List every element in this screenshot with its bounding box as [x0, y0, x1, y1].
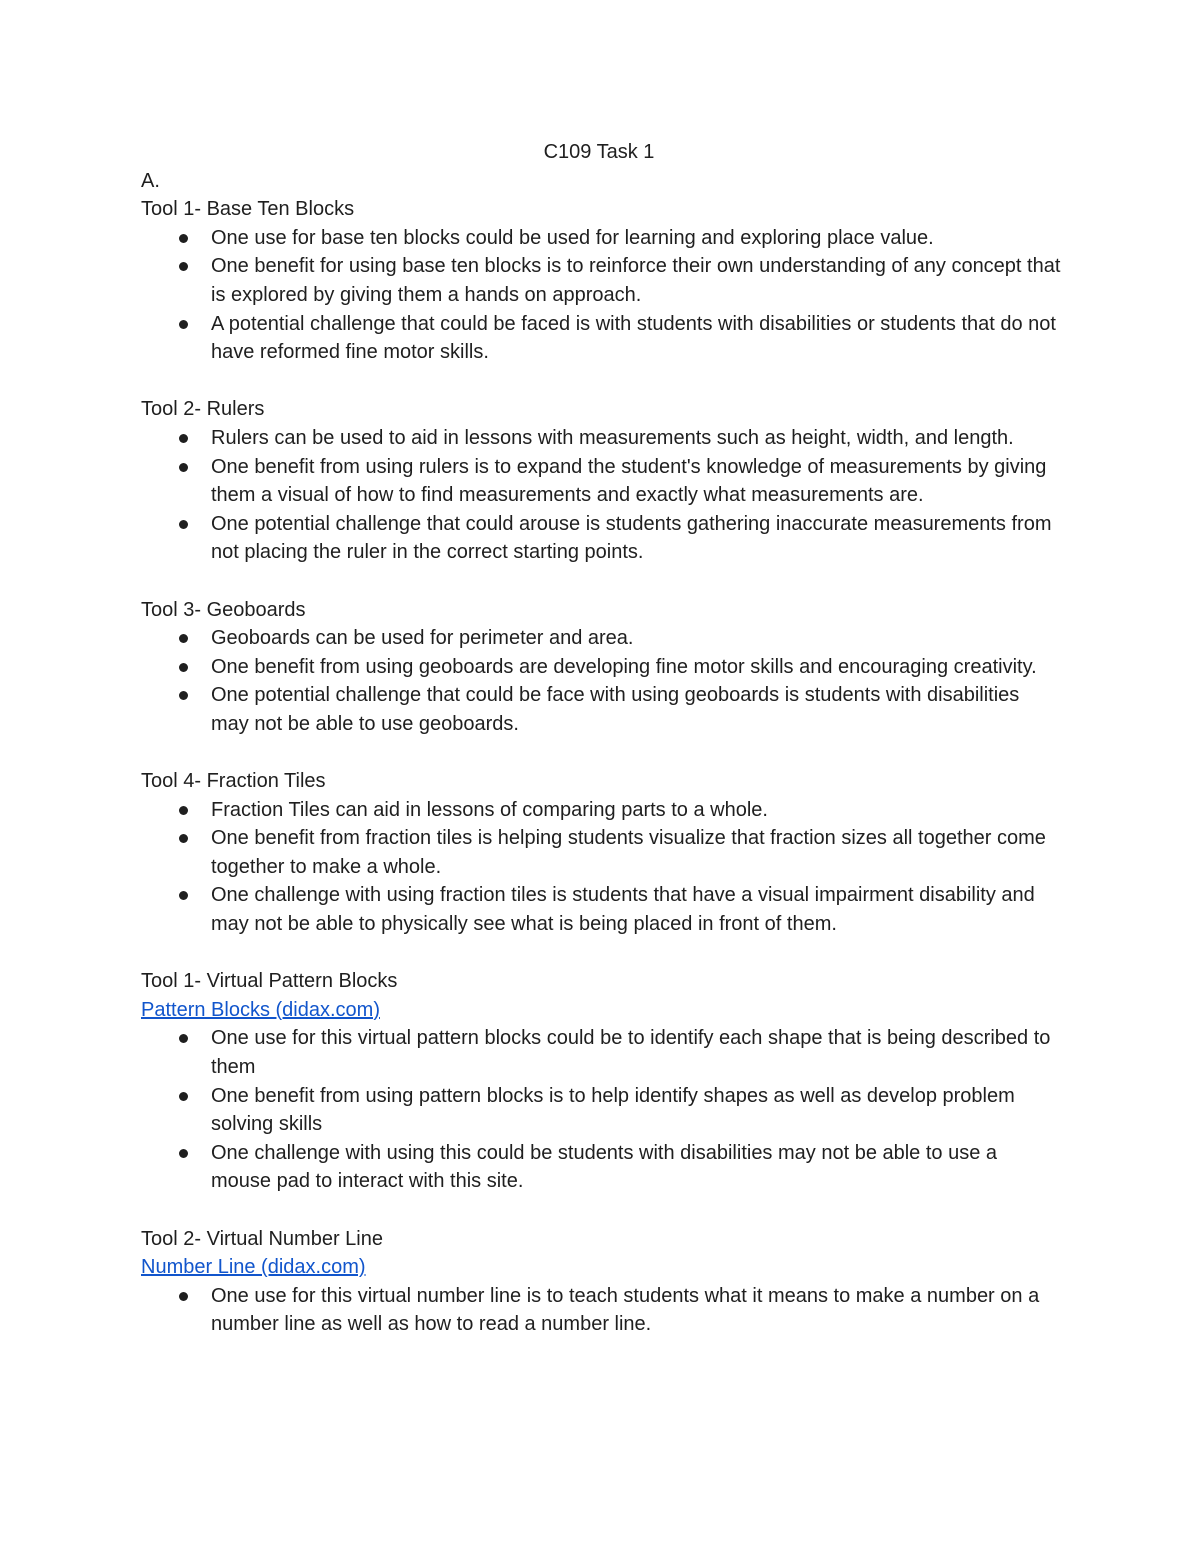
spacer — [141, 567, 1061, 596]
section-label: A. — [141, 169, 160, 192]
list-item: One use for this virtual pattern blocks could be to identify each shape that is being described to them — [141, 1024, 1061, 1081]
list-item: One use for base ten blocks could be used for learning and exploring place value. — [141, 224, 1061, 253]
spacer — [141, 939, 1061, 968]
list-item: One potential challenge that could arouse is students gathering inaccurate measurements from not placing the ruler in the correct starting points. — [141, 510, 1061, 567]
tool-list-fraction-tiles — [141, 796, 1061, 939]
tool-list-geoboards — [141, 624, 1061, 738]
bullet-icon — [179, 1292, 188, 1301]
list-item: Fraction Tiles can aid in lessons of comparing parts to a whole. — [141, 796, 1061, 825]
list-item: One benefit from using rulers is to expand the student's knowledge of measurements by giving them a visual of how to find measurements and exactly what measurements are. — [141, 453, 1061, 510]
spacer — [141, 367, 1061, 396]
list-item: One challenge with using this could be students with disabilities may not be able to use a mouse pad to interact with this site. — [141, 1139, 1061, 1196]
spacer — [141, 1196, 1061, 1225]
bullet-icon — [179, 634, 188, 643]
bullet-icon — [179, 663, 188, 672]
bullet-icon — [179, 691, 188, 700]
tool-heading-virtual-number-line: Tool 2- Virtual Number Line — [141, 1227, 383, 1250]
bullet-icon — [179, 320, 188, 329]
bullet-icon — [179, 1149, 188, 1158]
tool-heading-rulers: Tool 2- Rulers — [141, 398, 265, 421]
bullet-icon — [179, 463, 188, 472]
tool-heading-base-ten-blocks: Tool 1- Base Ten Blocks — [141, 198, 355, 221]
list-item: A potential challenge that could be faced is with students with disabilities or students that do not have reformed fine motor skills. — [141, 310, 1061, 367]
document-page — [141, 138, 1061, 1339]
list-item: One benefit from using pattern blocks is to help identify shapes as well as develop problem solving skills — [141, 1082, 1061, 1139]
list-item: One benefit for using base ten blocks is to reinforce their own understanding of any concept that is explored by giving them a hands on approach. — [141, 252, 1061, 309]
bullet-icon — [179, 806, 188, 815]
list-item: One challenge with using fraction tiles is students that have a visual impairment disability and may not be able to physically see what is being placed in front of them. — [141, 881, 1061, 938]
number-line-link-line — [141, 1253, 1061, 1282]
tool-list-virtual-pattern-blocks — [141, 1024, 1061, 1196]
tool-heading-fraction-tiles: Tool 4- Fraction Tiles — [141, 770, 326, 793]
tool-list-virtual-number-line — [141, 1282, 1061, 1339]
list-item: Geoboards can be used for perimeter and area. — [141, 624, 1061, 653]
bullet-icon — [179, 1034, 188, 1043]
list-item: One potential challenge that could be face with using geoboards is students with disabilities may not be able to use geoboards. — [141, 681, 1061, 738]
list-item: Rulers can be used to aid in lessons with measurements such as height, width, and length. — [141, 424, 1061, 453]
tool-list-base-ten-blocks — [141, 224, 1061, 367]
pattern-blocks-link-line — [141, 996, 1061, 1025]
bullet-icon — [179, 891, 188, 900]
list-item: One benefit from fraction tiles is helping students visualize that fraction sizes all together come together to make a whole. — [141, 824, 1061, 881]
number-line-link[interactable]: Number Line (didax.com) — [141, 1256, 366, 1279]
bullet-icon — [179, 834, 188, 843]
bullet-icon — [179, 434, 188, 443]
bullet-icon — [179, 234, 188, 243]
bullet-icon — [179, 520, 188, 529]
tool-heading-virtual-pattern-blocks: Tool 1- Virtual Pattern Blocks — [141, 970, 398, 993]
spacer — [141, 738, 1061, 767]
list-item: One benefit from using geoboards are developing fine motor skills and encouraging creativity. — [141, 653, 1061, 682]
bullet-icon — [179, 262, 188, 271]
bullet-icon — [179, 1092, 188, 1101]
tool-heading-geoboards: Tool 3- Geoboards — [141, 598, 306, 621]
pattern-blocks-link[interactable]: Pattern Blocks (didax.com) — [141, 998, 380, 1021]
document-title: C109 Task 1 — [543, 141, 655, 163]
tool-list-rulers — [141, 424, 1061, 567]
list-item: One use for this virtual number line is to teach students what it means to make a number on a number line as well as how to read a number line. — [141, 1282, 1061, 1339]
